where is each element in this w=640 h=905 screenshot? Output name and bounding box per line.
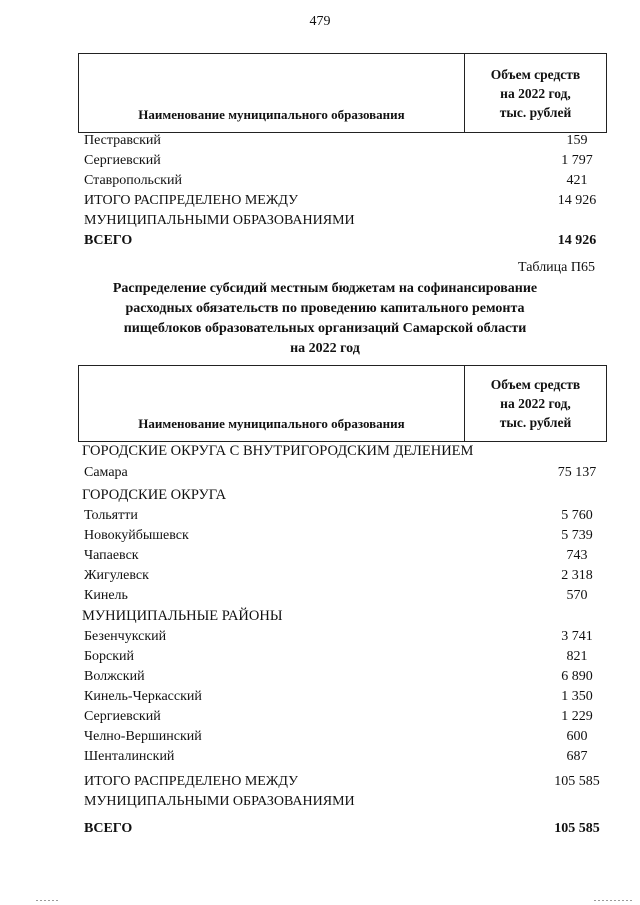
row-name: Шенталинский	[84, 749, 175, 764]
title-line: пищеблоков образовательных организаций Самарской области	[123, 321, 527, 336]
row-value: 5 739	[561, 528, 593, 543]
header-volume-line: тыс. рублей	[499, 415, 572, 430]
row-name: ИТОГО РАСПРЕДЕЛЕНО МЕЖДУ	[84, 193, 298, 208]
row-name: Волжский	[84, 669, 145, 684]
title-line: расходных обязательств по проведению капитального ремонта	[125, 301, 525, 316]
row-name: МУНИЦИПАЛЬНЫМИ ОБРАЗОВАНИЯМИ	[84, 213, 355, 228]
table2-header-volume	[465, 366, 606, 441]
table1-header	[78, 53, 607, 133]
row-value: 821	[566, 649, 588, 664]
row-name: Челно-Вершинский	[84, 729, 202, 744]
table-title	[60, 279, 590, 359]
table1-header-name: Наименование муниципального образования	[79, 54, 465, 132]
table1-header-volume	[465, 54, 606, 132]
table2-header-name: Наименование муниципального образования	[79, 366, 465, 441]
row-name: Новокуйбышевск	[84, 528, 189, 543]
row-value: 75 137	[557, 465, 597, 480]
row-value: 5 760	[561, 508, 593, 523]
scan-mark	[594, 900, 634, 901]
row-value: 421	[566, 173, 588, 188]
row-name: Сергиевский	[84, 709, 161, 724]
row-value: 600	[566, 729, 588, 744]
row-value: 14 926	[557, 233, 597, 248]
row-name: Безенчукский	[84, 629, 167, 644]
section-heading: МУНИЦИПАЛЬНЫЕ РАЙОНЫ	[82, 608, 283, 624]
table1-total-distributed-row	[84, 191, 604, 231]
row-name: Пестравский	[84, 133, 161, 148]
row-name: ИТОГО РАСПРЕДЕЛЕНО МЕЖДУ	[84, 774, 298, 789]
table2-header	[78, 365, 607, 442]
row-value: 1 229	[561, 709, 593, 724]
scan-mark	[36, 900, 60, 901]
row-value: 1 350	[561, 689, 593, 704]
row-name: Жигулевск	[84, 568, 149, 583]
row-value: 3 741	[561, 629, 593, 644]
section-heading: ГОРОДСКИЕ ОКРУГА С ВНУТРИГОРОДСКИМ ДЕЛЕНИЕМ	[82, 443, 474, 459]
header-volume-line: Объем средств	[490, 377, 581, 392]
row-name: Тольятти	[84, 508, 138, 523]
row-value: 570	[566, 588, 588, 603]
row-value: 105 585	[554, 821, 600, 836]
title-line: Распределение субсидий местным бюджетам на софинансирование	[112, 281, 538, 296]
row-name: ВСЕГО	[84, 233, 133, 248]
row-name: Сергиевский	[84, 153, 161, 168]
row-name: Чапаевск	[84, 548, 139, 563]
row-value: 14 926	[557, 193, 597, 208]
row-name: Борский	[84, 649, 135, 664]
row-value: 105 585	[554, 774, 600, 789]
row-value: 743	[566, 548, 588, 563]
row-name: Кинель	[84, 588, 128, 603]
section-heading: ГОРОДСКИЕ ОКРУГА	[82, 487, 227, 503]
table-label: Таблица П65	[518, 260, 595, 275]
row-name: Самара	[84, 465, 128, 480]
header-volume-line: на 2022 год,	[500, 85, 571, 101]
row-name: Кинель-Черкасский	[84, 689, 202, 704]
row-value: 2 318	[561, 568, 593, 583]
header-volume-line: тыс. рублей	[499, 104, 572, 120]
header-volume-line: Объем средств	[490, 66, 581, 82]
row-value: 6 890	[561, 669, 593, 684]
row-value: 1 797	[561, 153, 593, 168]
page-number: 479	[309, 14, 331, 29]
table2-total-distributed-row	[84, 772, 604, 812]
row-value: 159	[566, 133, 588, 148]
row-value: 687	[566, 749, 588, 764]
header-volume-line: на 2022 год,	[500, 396, 571, 411]
row-name: ВСЕГО	[84, 821, 133, 836]
row-name: МУНИЦИПАЛЬНЫМИ ОБРАЗОВАНИЯМИ	[84, 794, 355, 809]
row-name: Ставропольский	[84, 173, 182, 188]
title-line: на 2022 год	[290, 341, 360, 356]
